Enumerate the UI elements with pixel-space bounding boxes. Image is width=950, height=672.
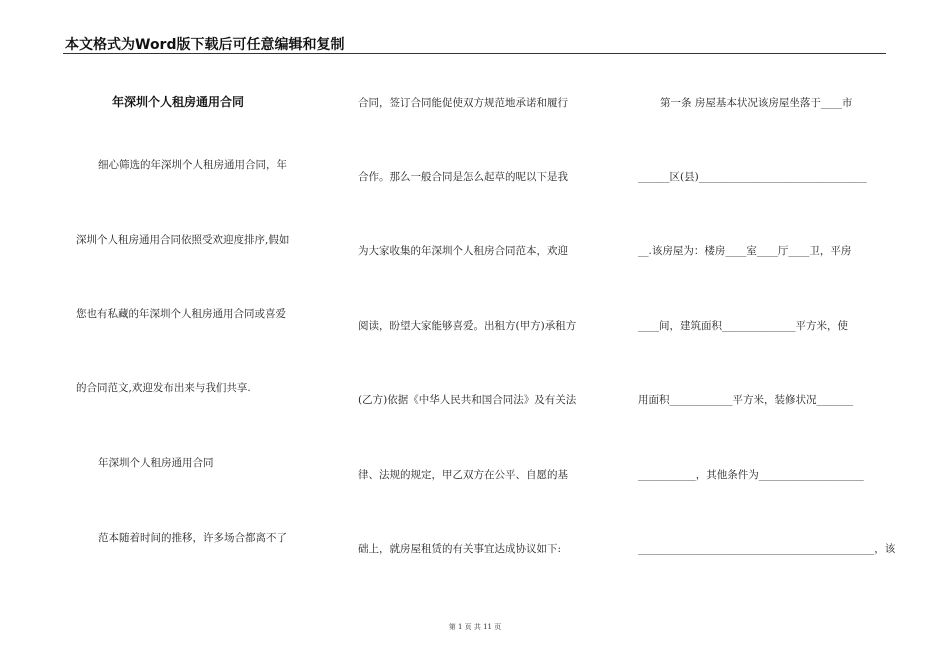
text-line: __.该房屋为：楼房____室____厅____卫，平房	[638, 245, 852, 257]
text-line: 的合同范文,欢迎发布出来与我们共享.	[76, 382, 251, 394]
text-line: 为大家收集的年深圳个人租房合同范本，欢迎	[358, 245, 568, 257]
text-line: 细心筛选的年深圳个人租房通用合同，年	[98, 159, 287, 171]
text-line: 您也有私藏的年深圳个人租房通用合同或喜爱	[76, 308, 286, 320]
text-line: 阅读，盼望大家能够喜爱。出租方(甲方)承租方	[358, 320, 577, 332]
text-line: (乙方)依据《中华人民共和国合同法》及有关法	[358, 394, 577, 406]
text-line: 第一条 房屋基本状况该房屋坐落于____市	[660, 97, 853, 109]
text-line: 合同，签订合同能促使双方规范地承诺和履行	[358, 97, 568, 109]
page-number: 第 1 页 共 11 页	[448, 623, 502, 631]
text-line: 础上，就房屋租赁的有关事宜达成协议如下:	[358, 543, 562, 555]
document-title: 年深圳个人租房通用合同	[112, 95, 245, 109]
text-line: ____间，建筑面积______________平方米，使	[638, 320, 848, 332]
text-line: ___________，其他条件为____________________	[638, 469, 864, 481]
text-line: 律、法规的规定，甲乙双方在公平、自愿的基	[358, 469, 568, 481]
text-line: _____________________________________________，该	[638, 543, 896, 555]
banner-title: 本文格式为Word版下载后可任意编辑和复制	[65, 37, 345, 53]
text-line: ______区(县)________________________________	[638, 171, 867, 183]
text-line: 年深圳个人租房通用合同	[98, 457, 214, 469]
text-line: 合作。那么一般合同是怎么起草的呢以下是我	[358, 171, 568, 183]
text-line: 用面积____________平方米，装修状况_______	[638, 394, 854, 406]
header-rule	[63, 53, 886, 54]
text-line: 深圳个人租房通用合同依照受欢迎度排序,假如	[76, 234, 290, 246]
text-line: 范本随着时间的推移，许多场合都离不了	[98, 532, 287, 544]
